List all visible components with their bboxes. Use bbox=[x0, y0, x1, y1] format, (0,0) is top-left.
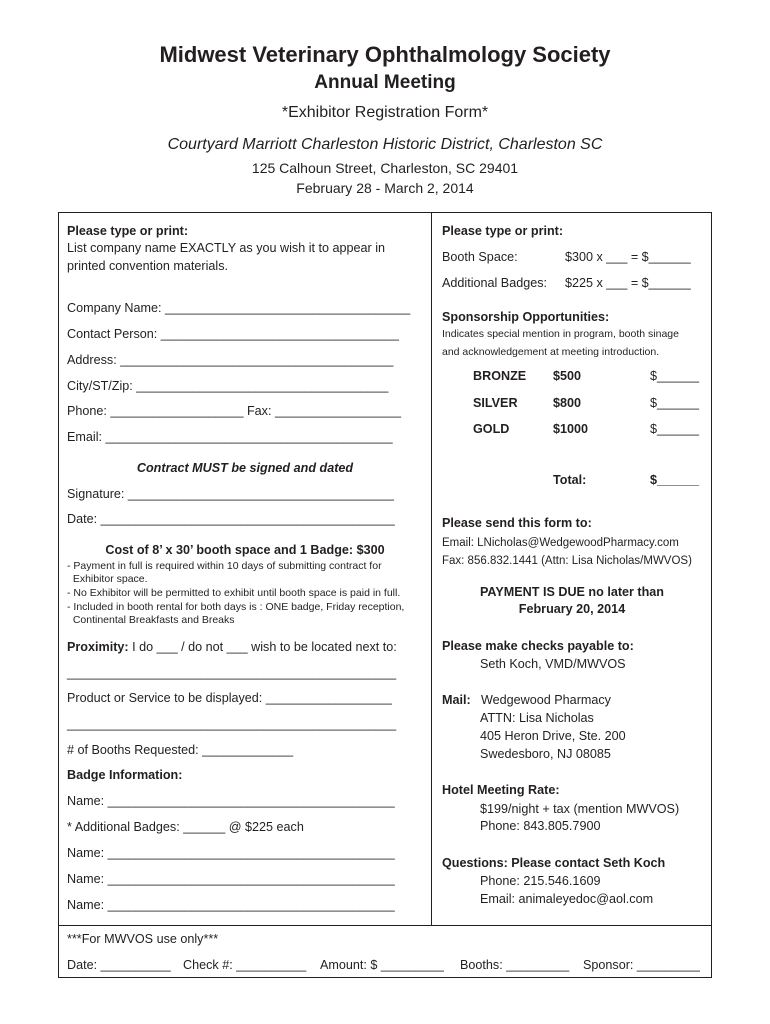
mail-city: Swedesboro, NJ 08085 bbox=[480, 747, 611, 761]
payment-due-date: February 20, 2014 bbox=[518, 602, 626, 616]
tier-bronze-blank[interactable]: $______ bbox=[650, 369, 700, 383]
cost-note: Exhibitor space. bbox=[67, 573, 148, 585]
hotel-phone: Phone: 843.805.7900 bbox=[480, 819, 601, 833]
proximity-text: I do ___ / do not ___ wish to be located next to: bbox=[128, 640, 397, 654]
office-booths-field[interactable]: Booths: _________ bbox=[460, 958, 570, 972]
cost-note: - Payment in full is required within 10 days of submitting contract for bbox=[67, 560, 382, 572]
booth-space-calc[interactable]: $300 x ___ = $______ bbox=[565, 250, 691, 264]
footer-divider bbox=[58, 925, 712, 926]
tier-silver-blank[interactable]: $______ bbox=[650, 396, 700, 410]
office-sponsor-field[interactable]: Sponsor: _________ bbox=[583, 958, 700, 972]
tier-bronze-price: $500 bbox=[553, 369, 582, 383]
sponsorship-heading: Sponsorship Opportunities: bbox=[442, 310, 610, 324]
proximity-label: Proximity: bbox=[67, 640, 129, 654]
questions-email: Email: animaleyedoc@aol.com bbox=[480, 892, 654, 906]
office-use-heading: ***For MWVOS use only*** bbox=[67, 932, 219, 946]
badge-name-field[interactable]: Name: _________________________________________ bbox=[67, 794, 395, 808]
total-label: Total: bbox=[553, 473, 587, 487]
left-print-heading: Please type or print: bbox=[67, 224, 189, 238]
hotel-heading: Hotel Meeting Rate: bbox=[442, 783, 560, 797]
booth-cost-heading: Cost of 8’ x 30’ booth space and 1 Badge: $300 bbox=[105, 543, 385, 557]
badge-heading: Badge Information: bbox=[67, 768, 183, 782]
product-line[interactable]: _______________________________________________ bbox=[67, 717, 397, 731]
badge-name-field[interactable]: Name: _________________________________________ bbox=[67, 872, 395, 886]
checks-heading: Please make checks payable to: bbox=[442, 639, 634, 653]
additional-badges-label: Additional Badges: bbox=[442, 276, 548, 290]
form-title: *Exhibitor Registration Form* bbox=[281, 104, 489, 121]
additional-badges-field[interactable]: * Additional Badges: ______ @ $225 each bbox=[67, 820, 304, 834]
office-date-field[interactable]: Date: __________ bbox=[67, 958, 171, 972]
questions-heading: Questions: Please contact Seth Koch bbox=[442, 856, 666, 870]
mail-attn: ATTN: Lisa Nicholas bbox=[480, 711, 594, 725]
email-field[interactable]: Email: _________________________________________ bbox=[67, 430, 393, 444]
tier-gold-price: $1000 bbox=[553, 422, 589, 436]
tier-gold-blank[interactable]: $______ bbox=[650, 422, 700, 436]
venue: Courtyard Marriott Charleston Historic District, Charleston SC bbox=[167, 136, 603, 153]
contract-notice: Contract MUST be signed and dated bbox=[136, 461, 354, 475]
send-fax: Fax: 856.832.1441 (Attn: Lisa Nicholas/MWVOS) bbox=[442, 555, 692, 567]
badge-name-field[interactable]: Name: _________________________________________ bbox=[67, 846, 395, 860]
cost-note: - No Exhibitor will be permitted to exhibit until booth space is paid in full. bbox=[67, 587, 401, 599]
hotel-rate: $199/night + tax (mention MWVOS) bbox=[480, 802, 680, 816]
booths-requested-field[interactable]: # of Booths Requested: _____________ bbox=[67, 743, 294, 757]
society-title: Midwest Veterinary Ophthalmology Society bbox=[159, 42, 611, 67]
send-form-heading: Please send this form to: bbox=[442, 516, 592, 530]
proximity-field[interactable] bbox=[67, 639, 397, 655]
tier-silver-price: $800 bbox=[553, 396, 582, 410]
tier-silver-name: SILVER bbox=[473, 396, 518, 410]
payment-due: PAYMENT IS DUE no later than bbox=[479, 585, 665, 599]
column-divider bbox=[431, 212, 432, 926]
sponsorship-note: Indicates special mention in program, booth sinage bbox=[442, 328, 679, 340]
tier-bronze-name: BRONZE bbox=[473, 369, 527, 383]
checks-payee: Seth Koch, VMD/MWVOS bbox=[480, 657, 626, 671]
meeting-dates: February 28 - March 2, 2014 bbox=[296, 180, 474, 196]
booth-space-label: Booth Space: bbox=[442, 250, 518, 264]
venue-address: 125 Calhoun Street, Charleston, SC 29401 bbox=[251, 160, 519, 176]
proximity-line[interactable]: _______________________________________________ bbox=[67, 666, 397, 680]
mail-street: 405 Heron Drive, Ste. 200 bbox=[480, 729, 626, 743]
cost-note: - Included in booth rental for both days is : ONE badge, Friday reception, bbox=[67, 601, 405, 613]
phone-fax-field[interactable]: Phone: ___________________ Fax: __________________ bbox=[67, 404, 402, 418]
office-check-field[interactable]: Check #: __________ bbox=[183, 958, 307, 972]
mail-name: Wedgewood Pharmacy bbox=[481, 693, 611, 707]
company-name-note-2: printed convention materials. bbox=[67, 259, 229, 273]
cost-note: Continental Breakfasts and Breaks bbox=[67, 614, 235, 626]
tier-gold-name: GOLD bbox=[473, 422, 510, 436]
badge-name-field[interactable]: Name: _________________________________________ bbox=[67, 898, 395, 912]
city-state-zip-field[interactable]: City/ST/Zip: ____________________________________ bbox=[67, 379, 389, 393]
company-name-field[interactable]: Company Name: ___________________________________ bbox=[67, 301, 411, 315]
office-amount-field[interactable]: Amount: $ _________ bbox=[320, 958, 444, 972]
additional-badges-calc[interactable]: $225 x ___ = $______ bbox=[565, 276, 691, 290]
total-blank[interactable]: $______ bbox=[650, 473, 700, 487]
mail-label: Mail: bbox=[442, 693, 471, 707]
contact-person-field[interactable]: Contact Person: __________________________________ bbox=[67, 327, 399, 341]
date-field[interactable]: Date: __________________________________________ bbox=[67, 512, 395, 526]
company-name-note: List company name EXACTLY as you wish it to appear in bbox=[67, 241, 386, 255]
address-field[interactable]: Address: _______________________________________ bbox=[67, 353, 394, 367]
meeting-subtitle: Annual Meeting bbox=[314, 72, 456, 93]
sponsorship-note: and acknowledgement at meeting introduction. bbox=[442, 346, 660, 358]
send-email: Email: LNicholas@WedgewoodPharmacy.com bbox=[442, 537, 679, 549]
product-field[interactable]: Product or Service to be displayed: __________________ bbox=[67, 691, 392, 705]
questions-phone: Phone: 215.546.1609 bbox=[480, 874, 601, 888]
signature-field[interactable]: Signature: ______________________________________ bbox=[67, 487, 395, 501]
right-print-heading: Please type or print: bbox=[442, 224, 564, 238]
